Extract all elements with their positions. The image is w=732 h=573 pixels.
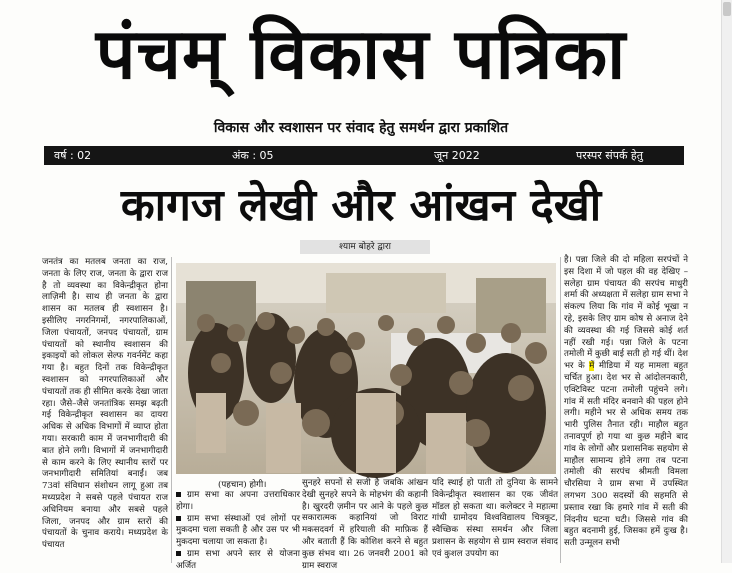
issue-info-bar — [44, 146, 684, 165]
article-headline: कागज लेखी और आंखन देखी — [120, 180, 602, 231]
column-1-text: जनतंत्र का मतलब जनता का राज, जनता के लिए राज, जनता के द्वारा राज है तो व्यवस्था का विकेन्द्रीकृत होना लाज़िमी है। साथ ही जनता के द्वारा शासन का मतलब ही स्वशासन है। इसीलिए नगरनिगमों, नगरपालिकाओं, जिला पंचायतों, जनपद पंचायतों, ग्राम पंचायतों को स्थानीय स्वशासन की इकाइयों को लोकल सेल्फ गवर्नमेंट कहा गया है। बहुत दिनों तक विकेन्द्रीकृत स्वशासन को नगरपालिकाओं और पंचायतों तक ही सीमित करके देखा जाता रहा। जैसे–जैसे जनतांत्रिक समझ बढ़ती गई विकेन्द्रीकृत स्वशासन का दायरा अधिक से अधिक विभागों में व्याप्त होता गया। सरकारी काम में जनभागीदारी की बात होने लगी। विभागों में जनभागीदारी से काम करने के लिए स्थानीय स्तरों पर जनभागीदारी समितियां बनाईं। जब 73वां संविधान संशोधन लागू हुआ तब मध्यप्रदेश ने सबसे पहले पंचायत राज अधिनियम बनाया और सबसे पहले जिला, जनपद और ग्राम स्तरों की पंचायतों के चुनाव कराये। मध्यप्रदेश के पंचायत — [42, 257, 168, 551]
article-column-1 — [42, 257, 168, 563]
tagline: विकास और स्वशासन पर संवाद हेतु समर्थन द्वारा प्रकाशित — [213, 120, 509, 136]
list-item: ग्राम सभा का अपना उत्तराधिकार होगा। — [176, 490, 300, 512]
article-column-right — [564, 255, 688, 563]
bullet-icon — [176, 551, 181, 556]
column-4-text: यदि स्थाई हो पाती तो दुनिया के सामने विकेन्द्रीकृत स्वशासन का एक जीवंत मॉडल हो सकता था। कलेक्टर ने महात्मा गांधी ग्रामोदय विश्वविद्यालय चित्रकूट, स्वैच्छिक संस्था समर्थन और जिला प्रशासन के सहयोग से ग्राम स्वराज संवाद एवं कुशल उपयोग का — [432, 478, 558, 559]
highlighted-text: में — [589, 361, 595, 372]
right-column-text: है। पन्ना जिले की दो महिला सरपंचों ने इस दिशा में जो पहल की वह देखिए – सलेहा ग्राम पंचायत की सरपंच माधुरी शर्मा की अध्यक्षता में सलेहा ग्राम सभा ने संकल्प लिया कि गांव में कोई भूखा न रहे, इसके लिए ग्राम कोष से अनाज देने की व्यवस्था की गई जिससे कोई शर्त नहीं रखी गई। पन्ना जिले के पटना तमोली में कुछी बाई सती हो गई थीं। देश भर के में मीडिया में यह मामला बहुत चर्चित हुआ। देश भर से आंदोलनकारी, एक्टिविस्ट पटना तमोली पहुंचने लगे। गांव में सती मंदिर बनवाने की पहल होने लगी। महीने भर से अधिक समय तक भारी पुलिस तैनात रही। माहौल बहुत तनावपूर्ण हो गया था कुछ महीने बाद गांव के लोगों और प्रशासनिक सहयोग से माहौल सामान्य होने लगा तब पटना तमोली की सरपंच श्रीमती विमला चौरसिया ने ग्राम सभा में उपस्थित लगभग 300 सदस्यों की सहमति से प्रस्ताव रखा कि हमारे गांव में सती की निंदनीय घटना घटी। जिससे गांव की बहुत बदनामी हुई, जिसका हमें दुःख है। सती उन्मूलन सभी — [564, 255, 689, 549]
bullet-icon — [176, 492, 181, 497]
photo-caption: (पहचान) होगी। — [218, 480, 267, 490]
volume-label: वर्ष : 02 — [54, 149, 92, 162]
bullet-icon — [176, 516, 181, 521]
gram-sabha-photo — [176, 263, 556, 474]
scrollbar-thumb[interactable] — [723, 2, 731, 16]
article-column-3 — [302, 478, 428, 571]
photo-image — [176, 263, 556, 474]
column-divider — [560, 257, 561, 563]
column-3-text: सुनहरे सपनों से सजी है जबकि आंखन देखी सुनहरे सपने के मोहभंग की कहानी है। खुरदरी ज़मीन पर आने के पहले कुछ सकारात्मक कहानियां जो विराट मकसदवर्ग में हरियाली की माफ़िक हैं और बताती हैं कि कोशिश करने से बहुत कुछ संभव था। 26 जनवरी 2001 को ग्राम स्वराज — [302, 478, 428, 571]
column-divider — [171, 257, 172, 563]
contact-label: परस्पर संपर्क हेतु — [576, 149, 644, 162]
article-column-4 — [432, 478, 558, 563]
page-scrollbar[interactable] — [721, 0, 732, 563]
article-bullets — [176, 490, 300, 571]
date-label: जून 2022 — [434, 149, 480, 162]
list-item: ग्राम सभा अपने स्तर से योजना अर्जित — [176, 548, 300, 571]
article-byline: श्याम बोहरे द्वारा — [300, 240, 430, 254]
list-item: ग्राम सभा संस्थाओं एवं लोगों पर मुकदमा चला सकती है और उस पर भी मुकदमा चलाया जा सकता है। — [176, 513, 300, 548]
issue-label: अंक : 05 — [232, 149, 274, 162]
masthead-title: पंचम् विकास पत्रिका — [95, 13, 627, 95]
